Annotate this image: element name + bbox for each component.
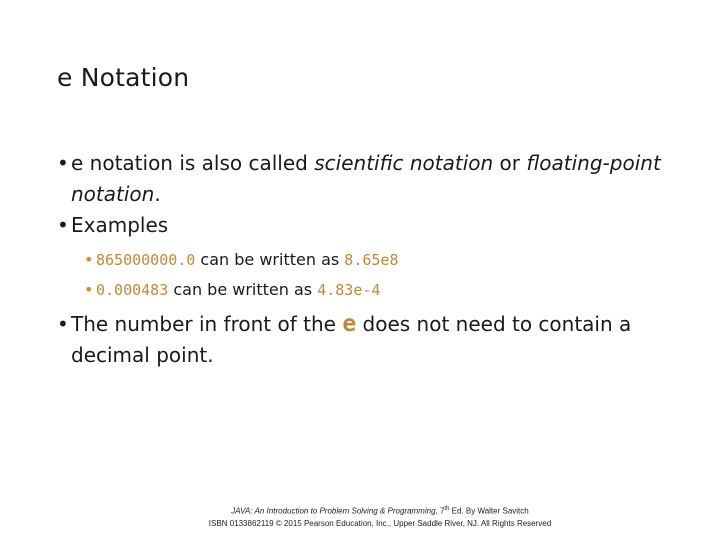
sub-bullet-text: can be written as: [168, 280, 318, 299]
code-8-65e8: 8.65e8: [344, 251, 399, 269]
footer-copyright: ISBN 0133862119 © 2015 Pearson Education, Inc., Upper Saddle River, NJ. All Rights Reserved: [208, 519, 552, 528]
code-0-000483: 0.000483: [96, 281, 169, 299]
slide-title: e Notation: [57, 63, 190, 92]
bullet-text-pre: The number in front of the: [71, 312, 343, 336]
bullet-text-scientific-notation: scientific notation: [314, 151, 494, 175]
footer-edition-suffix: th: [444, 506, 450, 512]
footer-book-credit: [0, 506, 720, 516]
sub-bullet-dot: •: [84, 280, 94, 299]
slide-content: [57, 148, 697, 371]
bullet-text-or: or: [493, 151, 527, 175]
code-e: e: [342, 311, 357, 337]
bullet-dot: •: [57, 213, 69, 237]
code-4-83e-4: 4.83e-4: [317, 281, 381, 299]
bullet-dot: •: [57, 312, 69, 336]
bullet-dot: •: [57, 151, 69, 175]
sub-bullet-text: can be written as: [195, 250, 345, 269]
bullet-text-examples: Examples: [71, 213, 169, 237]
footer-author: Ed. By Walter Savitch: [449, 506, 529, 516]
bullet-e-notation-definition: [57, 148, 697, 210]
sub-bullet-example-2: [57, 275, 697, 305]
bullet-examples: [57, 210, 697, 241]
footer-book-title: JAVA: An Introduction to Problem Solving & Programming: [231, 506, 436, 516]
bullet-text-post: does not need to contain a decimal point.: [71, 312, 632, 367]
bullet-text-floating-point-notation: floating-point notation: [71, 151, 661, 206]
sub-bullet-dot: •: [84, 250, 94, 269]
bullet-decimal-point-note: [57, 309, 697, 371]
sub-bullet-example-1: [57, 245, 697, 275]
bullet-text-period: .: [154, 182, 161, 206]
code-865000000: 865000000.0: [96, 251, 196, 269]
bullet-text-pre: e notation is also called: [71, 151, 315, 175]
footer-edition: , 7: [435, 506, 445, 516]
